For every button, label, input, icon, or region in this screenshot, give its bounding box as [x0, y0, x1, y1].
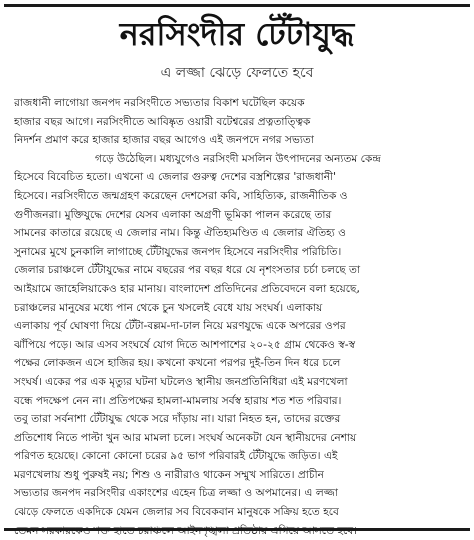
- body-line: গড়ে উঠেছিল। মধ্যযুগেও নরসিংদী মসলিন উৎপাদনের অন্যতম কেন্দ্র: [95, 152, 381, 165]
- bottom-border-rule: [4, 528, 470, 531]
- body-line: সংঘর্ষ। একের পর এক মৃত্যুর ঘটনা ঘটলেও স্থানীয় জনপ্রতিনিধিরা এই মরণখেলা: [14, 375, 348, 388]
- body-line: গুণীজনরা। মুক্তিযুদ্ধে দেশের যেসব এলাকা অগ্রণী ভূমিকা পালন করেছে তার: [14, 208, 332, 221]
- headline: নরসিংদীর টেঁটাযুদ্ধ: [119, 15, 355, 53]
- body-line: মরণখেলায় শুধু পুরুষই নয়; শিশু ও নারীরাও থাকেন সম্মুখ সারিতে। প্রাচীন: [14, 468, 324, 481]
- body-line: রাজধানী লাগোয়া জনপদ নরসিংদীতে সভ্যতার বিকাশ ঘটেছিল কয়েক: [14, 97, 305, 109]
- body-line: জেলার চরাঞ্চলে টেঁটাযুদ্ধের নামে বছরের পর বছর ধরে যে নৃশংসতার চর্চা চলছে তা: [14, 264, 361, 277]
- body-line: নিদর্শন প্রমাণ করে হাজার হাজার বছর আগেও এই জনপদে নগর সভ্যতা: [14, 134, 314, 147]
- body-line: বন্ধে পদক্ষেপ নেন না। প্রতিপক্ষের হামলা-মামলায় সর্বস্ব হারায় শত শত পরিবার।: [14, 394, 342, 407]
- body-line: ঝাঁপিয়ে পড়ে। আর এসব সংঘর্ষে যোগ দিতে আশপাশের ২০-২৫ গ্রাম থেকেও স্ব-স্ব: [14, 338, 356, 351]
- article-body: [14, 94, 462, 540]
- body-line: তবু তারা সর্বনাশা টেঁটাযুদ্ধ থেকে সরে দাঁড়ায় না। যারা নিহত হন, তাদের রক্তের: [14, 413, 341, 426]
- body-line: আইয়ামে জাহেলিয়াকেও হার মানায়। বাংলাদেশ প্রতিদিনের প্রতিবেদনে বলা হয়েছে,: [14, 282, 360, 295]
- body-line: পক্ষের লোকজন এসে হাজির হয়। কখনো কখনো পরপর দুই-তিন দিন ধরে চলে: [14, 357, 341, 370]
- body-line: সুনামের মুখে চুনকালি লাগাচ্ছে টেঁটাযুদ্ধের জনপদ হিসেবে নরসিংদীর পরিচিতি।: [14, 245, 342, 258]
- body-line: সভ্যতার জনপদ নরসিংদীর একাংশের এহেন চিত্র লজ্জা ও অপমানের। এ লজ্জা: [14, 487, 338, 500]
- body-line: হাজার বছর আগে। নরসিংদীতে আবিষ্কৃত ওয়ারী বটেশ্বরের প্রত্নতাত্ত্বিক: [14, 115, 311, 128]
- body-line: এলাকায় পূর্ব ঘোষণা দিয়ে টেঁটা-বল্লম-দা-ঢাল নিয়ে মরণযুদ্ধে একে অপরের ওপর: [14, 320, 346, 333]
- body-line: ঝেড়ে ফেলতে একদিকে যেমন জেলার সব বিবেকবান মানুষকে সক্রিয় হতে হবে: [14, 506, 339, 519]
- top-border-rule: [4, 4, 470, 7]
- body-line: হিসেবে বিবেচিত হতো। এখনো এ জেলার গুরুত্ব দেশের বস্ত্রশিল্পের 'রাজধানী': [14, 171, 336, 184]
- body-line: চরাঞ্চলের মানুষের মধ্যে পান থেকে চুন খসলেই বেধে যায় সংঘর্ষ। এলাকায়: [14, 301, 323, 314]
- body-line: প্রতিশোধ নিতে পাল্টা খুন আর মামলা চলে। সংঘর্ষ অনেকটা যেন স্থানীয়দের নেশায়: [14, 431, 357, 444]
- body-line: পরিণত হয়েছে। কোনো কোনো চরের ৯৫ ভাগ পরিবারই টেঁটাযুদ্ধে জড়িত। এই: [14, 450, 338, 463]
- body-line: সামনের কাতারে রয়েছে এ জেলার নাম। কিন্তু ঐতিহ্যমণ্ডিত এ জেলার ঐতিহ্য ও: [14, 227, 346, 240]
- body-line: হিসেবে। নরসিংদীতে জন্মগ্রহণ করেছেন দেশসেরা কবি, সাহিত্যিক, রাজনীতিক ও: [14, 189, 348, 202]
- subheadline: এ লজ্জা ঝেড়ে ফেলতে হবে: [160, 65, 314, 81]
